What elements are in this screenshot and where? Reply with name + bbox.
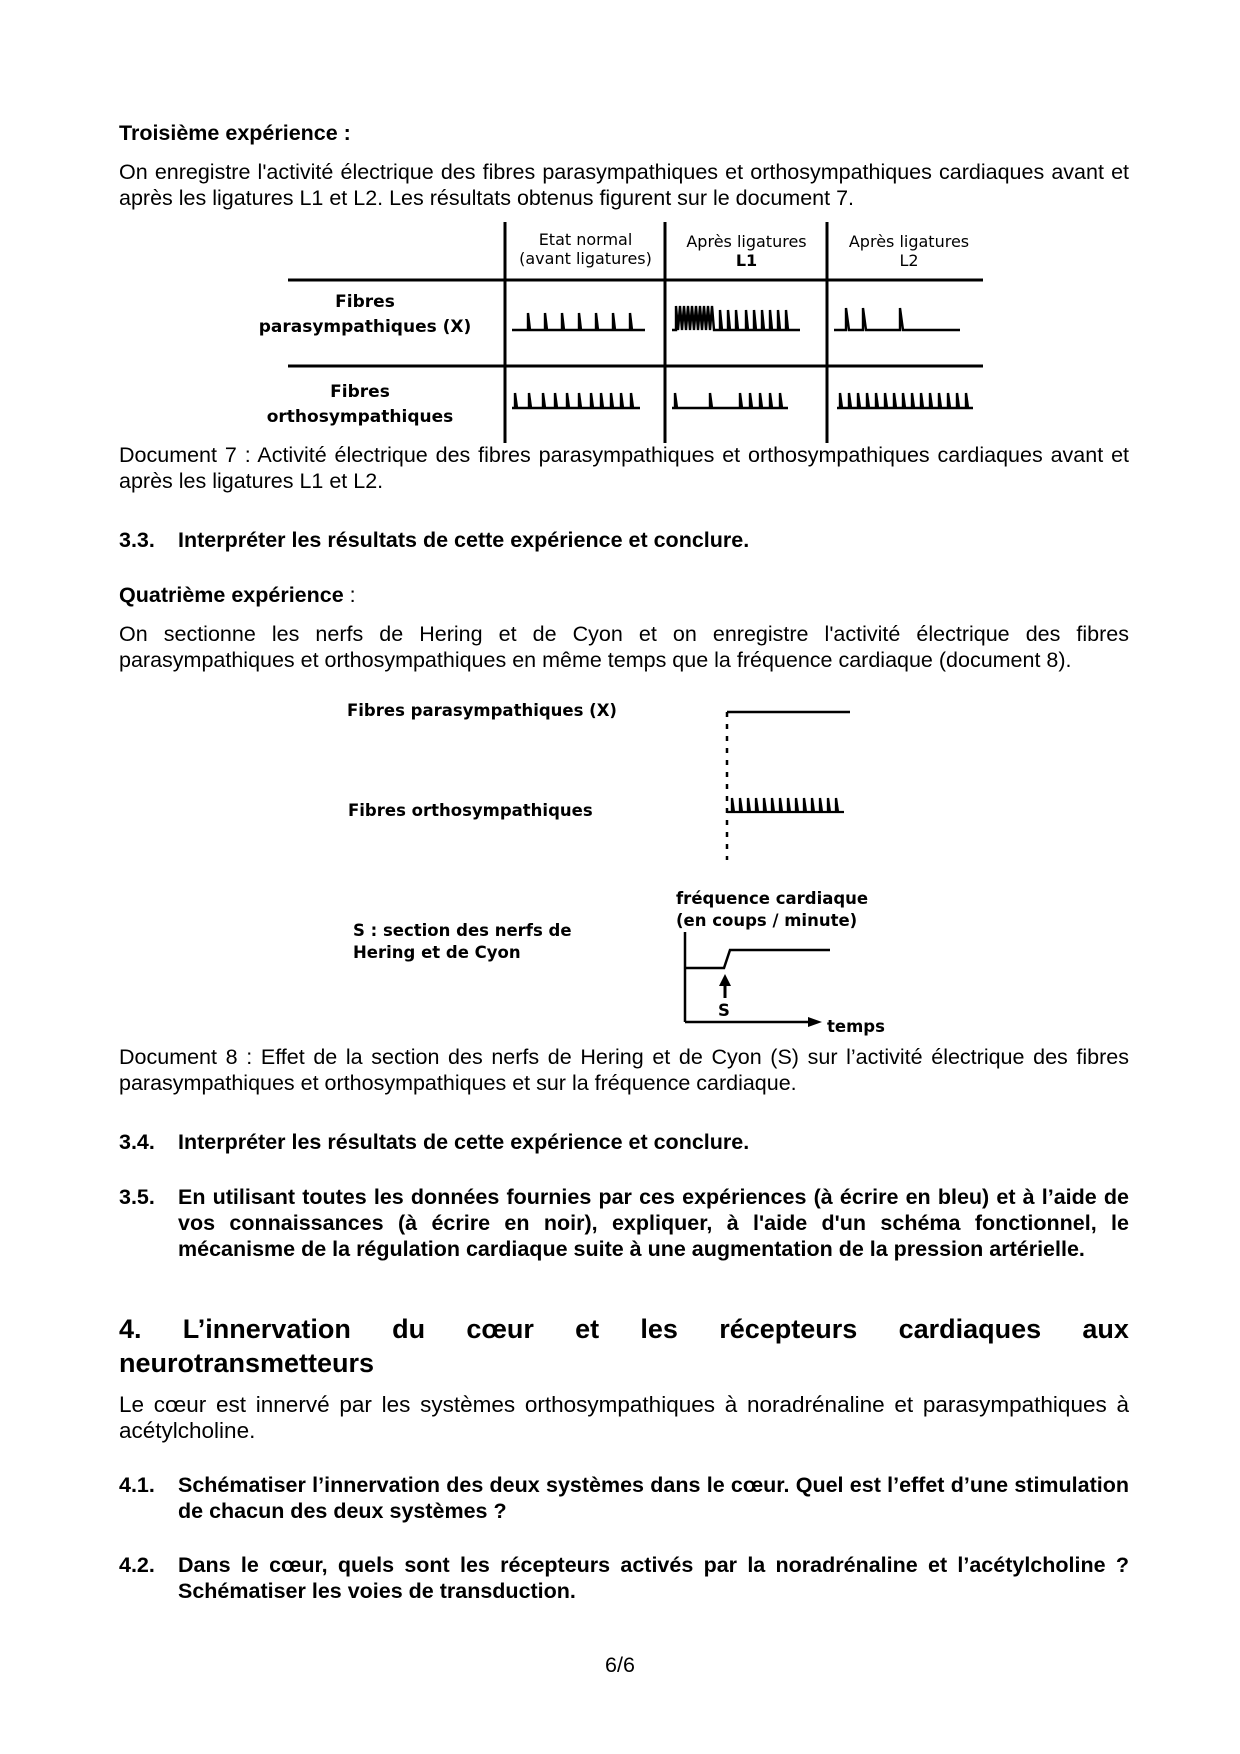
- question-number: 4.2.: [119, 1553, 155, 1577]
- question-3-3: [119, 527, 1129, 553]
- question-text: En utilisant toutes les données fournies par ces expériences (à écrire en bleu) et à l’aide de vos connaissances (à écrire en noir), expliquer, à l'aide d'un schéma fonctionnel, le mécanisme de la régulation cardiaque suite à une augmentation de la pression artérielle.: [178, 1185, 1129, 1261]
- exp3-paragraph: On enregistre l'activité électrique des fibres parasympathiques et orthosympathiques cardiaques avant et après les ligatures L1 et L2. Les résultats obtenus figurent sur le document 7.: [119, 160, 1129, 210]
- doc7-col-header-L1: Après ligatures L1: [686, 232, 807, 270]
- doc7-row-label-para: Fibres parasympathiques (X): [258, 292, 472, 337]
- doc8-label-section-note: S : section des nerfs de Hering et de Cyon: [353, 921, 572, 962]
- trace-para-normal: [512, 313, 645, 330]
- doc8-label-time: temps: [827, 1017, 885, 1036]
- section-4-title: [119, 1312, 1129, 1380]
- question-text: Interpréter les résultats de cette expérience et conclure.: [178, 528, 750, 552]
- question-4-2: [119, 1552, 1129, 1604]
- doc8-s-arrow-head: [719, 974, 731, 986]
- section-4-title-line1: 4. L’innervation du cœur et les récepteurs cardiaques aux: [119, 1314, 1129, 1344]
- doc8-label-para: Fibres parasympathiques (X): [347, 701, 617, 720]
- question-number: 4.1.: [119, 1473, 155, 1497]
- trace-ortho-L2: [837, 393, 973, 408]
- question-text: Schématiser l’innervation des deux systèmes dans le cœur. Quel est l’effet d’une stimulation de chacun des deux systèmes ?: [178, 1473, 1129, 1523]
- question-3-4: [119, 1129, 1129, 1155]
- doc8-label-frequency: fréquence cardiaque (en coups / minute): [676, 889, 869, 930]
- doc8-figure: [340, 700, 900, 1040]
- doc7-caption: Document 7 : Activité électrique des fibres parasympathiques et orthosympathiques cardiaques avant et après les ligatures L1 et L2.: [119, 443, 1129, 493]
- trace-para-L1: [672, 306, 800, 330]
- question-number: 3.5.: [119, 1185, 155, 1209]
- trace-ortho-L1: [672, 393, 788, 408]
- question-text: Interpréter les résultats de cette expérience et conclure.: [178, 1130, 750, 1154]
- doc8-label-s: S: [718, 1001, 730, 1020]
- doc8-drawing: [340, 700, 900, 1040]
- doc7-col-header-normal: Etat normal (avant ligatures): [519, 230, 652, 268]
- exp4-heading: Quatrième expérience :: [119, 583, 356, 607]
- trace-para-L2: [834, 308, 960, 330]
- doc8-label-ortho: Fibres orthosympathiques: [348, 801, 593, 820]
- exp3-heading: Troisième expérience :: [119, 121, 351, 145]
- doc7-col-header-L2: Après ligatures L2: [848, 232, 970, 270]
- doc8-trace-frequency: [685, 950, 830, 968]
- section-4-paragraph: Le cœur est innervé par les systèmes orthosympathiques à noradrénaline et parasympathiques à acétylcholine.: [119, 1392, 1129, 1443]
- doc7-figure: [240, 218, 1000, 443]
- question-number: 3.4.: [119, 1130, 155, 1154]
- page-number: 6/6: [605, 1653, 635, 1677]
- question-text: Dans le cœur, quels sont les récepteurs activés par la noradrénaline et l’acétylcholine ? Schématiser les voies de transduction.: [178, 1553, 1129, 1603]
- question-4-1: [119, 1472, 1129, 1524]
- section-4-title-line2: neurotransmetteurs: [119, 1348, 375, 1378]
- exp4-paragraph: On sectionne les nerfs de Hering et de Cyon et on enregistre l'activité électrique des fibres parasympathiques et orthosympathiques en même temps que la fréquence cardiaque (document 8).: [119, 622, 1129, 672]
- doc7-row-label-ortho: Fibres orthosympathiques: [266, 382, 454, 427]
- doc8-caption: Document 8 : Effet de la section des nerfs de Hering et de Cyon (S) sur l’activité électrique des fibres parasympathiques et orthosympathiques et sur la fréquence cardiaque.: [119, 1045, 1129, 1095]
- trace-ortho-normal: [512, 393, 640, 408]
- question-number: 3.3.: [119, 528, 155, 552]
- doc8-x-axis-arrowhead: [808, 1017, 822, 1027]
- question-3-5: [119, 1184, 1129, 1262]
- doc8-trace-ortho: [727, 798, 844, 812]
